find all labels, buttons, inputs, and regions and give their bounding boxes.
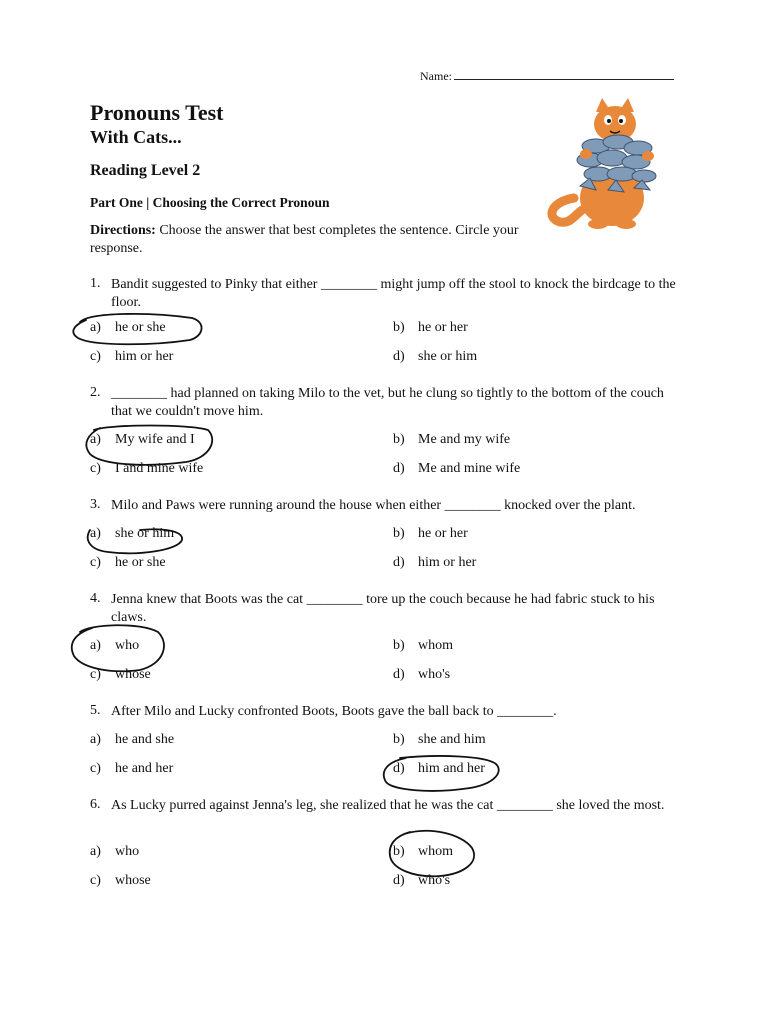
option-a[interactable]: a) who: [90, 638, 140, 653]
option-c[interactable]: c) he or she: [90, 555, 166, 570]
page-subtitle: With Cats...: [90, 127, 182, 147]
option-b[interactable]: b) whom: [393, 638, 453, 653]
option-c[interactable]: c) he and her: [90, 761, 174, 776]
option-c[interactable]: c) whose: [90, 873, 151, 888]
cat-with-fish-illustration: [546, 98, 676, 235]
question-number: 6.: [90, 797, 101, 812]
question-text: After Milo and Lucky confronted Boots, Boots gave the ball back to ________.: [111, 704, 557, 719]
option-a[interactable]: a) he and she: [90, 732, 175, 747]
name-label: Name:: [420, 69, 452, 83]
option-b[interactable]: b) Me and my wife: [393, 432, 511, 447]
question-number: 2.: [90, 385, 101, 400]
option-b[interactable]: b) she and him: [393, 732, 486, 747]
page-title: Pronouns Test: [90, 100, 224, 125]
directions-label: Directions:: [90, 223, 156, 238]
question-number: 3.: [90, 497, 101, 512]
question-number: 1.: [90, 276, 101, 291]
option-a[interactable]: a) My wife and I: [90, 432, 195, 447]
option-c[interactable]: c) I and mine wife: [90, 461, 204, 476]
option-b[interactable]: b) he or her: [393, 320, 468, 335]
option-d[interactable]: d) who's: [393, 667, 451, 682]
option-c[interactable]: c) whose: [90, 667, 151, 682]
name-blank-line[interactable]: [454, 68, 674, 80]
part-heading: Part One | Choosing the Correct Pronoun: [90, 195, 330, 210]
question-text: As Lucky purred against Jenna's leg, she realized that he was the cat ________ she loved the most.: [111, 798, 665, 813]
option-d[interactable]: d) she or him: [393, 349, 478, 364]
question-number: 5.: [90, 703, 101, 718]
option-b[interactable]: b) whom: [393, 844, 453, 859]
option-a[interactable]: a) he or she: [90, 320, 166, 335]
option-a[interactable]: a) she or him: [90, 526, 175, 541]
option-a[interactable]: a) who: [90, 844, 140, 859]
option-d[interactable]: d) Me and mine wife: [393, 461, 521, 476]
name-field[interactable]: [420, 68, 674, 84]
option-b[interactable]: b) he or her: [393, 526, 468, 541]
directions: [90, 222, 530, 258]
reading-level: Reading Level 2: [90, 162, 201, 179]
option-d[interactable]: d) him or her: [393, 555, 477, 570]
option-c[interactable]: c) him or her: [90, 349, 174, 364]
option-d[interactable]: d) him and her: [393, 761, 485, 776]
question-text: Milo and Paws were running around the house when either ________ knocked over the plant.: [111, 498, 636, 513]
question-number: 4.: [90, 591, 101, 606]
question-text: Jenna knew that Boots was the cat ________ tore up the couch because he had fabric stuck to his claws.: [111, 592, 655, 625]
question-text: ________ had planned on taking Milo to the vet, but he clung so tightly to the bottom of the couch that we couldn't move him.: [111, 386, 664, 419]
option-d[interactable]: d) who's: [393, 873, 451, 888]
question-text: Bandit suggested to Pinky that either ________ might jump off the stool to knock the birdcage to the floor.: [111, 277, 676, 310]
directions-text: Choose the answer that best completes the sentence. Circle your response.: [90, 223, 519, 256]
